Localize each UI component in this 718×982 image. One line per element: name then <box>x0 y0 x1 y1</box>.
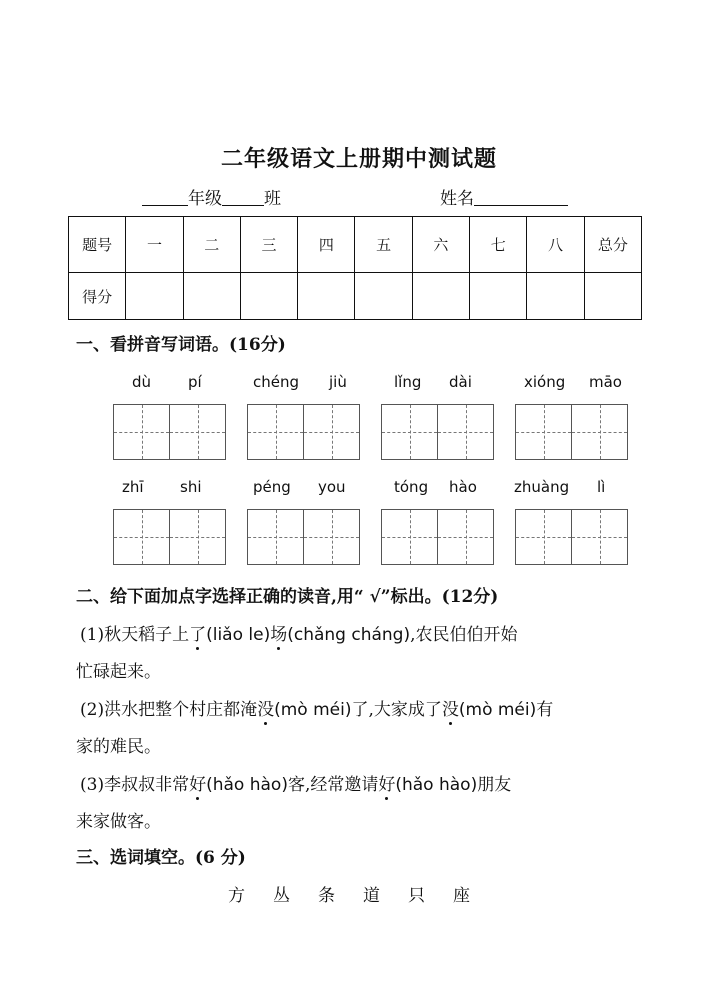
grade-label: 年级 <box>188 189 222 209</box>
pinyin: péng <box>253 478 291 496</box>
pronunciation-options[interactable]: (mò méi) <box>458 700 537 720</box>
score-header-cell: 七 <box>470 217 527 273</box>
pinyin: jiù <box>329 373 347 391</box>
word-option: 只 <box>408 886 425 906</box>
question-2: (2)洪水把整个村庄都淹没(mò méi)了,大家成了没(mò méi)有 <box>80 700 554 720</box>
dotted-char: 好 <box>189 775 207 795</box>
dotted-char: 好 <box>378 775 396 795</box>
grade-class-field <box>142 184 281 209</box>
section1-heading: 一、看拼音写词语。(16分) <box>76 335 286 355</box>
pinyin: you <box>318 478 346 496</box>
question-1: (1)秋天稻子上了(liǎo le)场(chǎng cháng),农民伯伯开始 <box>80 625 518 645</box>
pinyin: dài <box>449 373 472 391</box>
writing-grid[interactable] <box>113 404 226 460</box>
pronunciation-options[interactable]: (liǎo le) <box>206 625 271 645</box>
dotted-char: 场 <box>270 625 288 645</box>
pinyin: dù <box>132 373 152 391</box>
pronunciation-options[interactable]: (chǎng cháng) <box>287 625 411 645</box>
score-table <box>68 216 642 320</box>
score-header-cell: 总分 <box>584 217 641 273</box>
score-header-cell: 题号 <box>69 217 126 273</box>
grade-blank[interactable] <box>142 187 188 206</box>
pinyin: chéng <box>253 373 300 391</box>
class-label: 班 <box>264 189 281 209</box>
question-3: (3)李叔叔非常好(hǎo hào)客,经常邀请好(hǎo hào)朋友 <box>80 775 512 795</box>
score-header-cell: 六 <box>412 217 469 273</box>
score-header-cell: 四 <box>298 217 355 273</box>
name-label: 姓名 <box>440 189 474 209</box>
pinyin: hào <box>449 478 477 496</box>
dotted-char: 没 <box>441 700 459 720</box>
pinyin: lì <box>597 478 606 496</box>
score-header-cell: 五 <box>355 217 412 273</box>
score-cell[interactable] <box>240 273 297 320</box>
pronunciation-options[interactable]: (hǎo hào) <box>206 775 288 795</box>
score-cell[interactable] <box>183 273 240 320</box>
writing-grid[interactable] <box>515 509 628 565</box>
writing-grid[interactable] <box>381 404 494 460</box>
pronunciation-options[interactable]: (hǎo hào) <box>395 775 478 795</box>
pinyin: shi <box>180 478 202 496</box>
writing-grid[interactable] <box>381 509 494 565</box>
score-header-cell: 八 <box>527 217 584 273</box>
word-option: 方 <box>228 886 245 906</box>
page-title: 二年级语文上册期中测试题 <box>220 146 497 172</box>
score-cell[interactable] <box>584 273 641 320</box>
question-3-line2: 来家做客。 <box>76 812 161 832</box>
score-header-cell: 一 <box>126 217 183 273</box>
question-1-line2: 忙碌起来。 <box>76 662 161 682</box>
name-field <box>440 184 568 209</box>
score-cell[interactable] <box>412 273 469 320</box>
score-cell[interactable] <box>355 273 412 320</box>
writing-grid[interactable] <box>247 404 360 460</box>
score-cell[interactable] <box>527 273 584 320</box>
word-option: 条 <box>318 886 335 906</box>
section3-heading: 三、选词填空。(6 分) <box>76 848 246 868</box>
section2-heading: 二、给下面加点字选择正确的读音,用“ √”标出。(12分) <box>76 587 499 607</box>
word-bank <box>228 881 498 906</box>
pinyin: zhī <box>122 478 144 496</box>
pinyin: tóng <box>394 478 429 496</box>
score-table-header-row <box>69 217 642 273</box>
name-blank[interactable] <box>474 187 568 206</box>
word-option: 道 <box>363 886 380 906</box>
pinyin: lǐng <box>394 373 422 391</box>
score-header-cell: 三 <box>240 217 297 273</box>
score-cell[interactable] <box>298 273 355 320</box>
dotted-char: 没 <box>257 700 275 720</box>
score-row-label: 得分 <box>69 273 126 320</box>
writing-grid[interactable] <box>247 509 360 565</box>
class-blank[interactable] <box>222 187 264 206</box>
writing-grid[interactable] <box>515 404 628 460</box>
pronunciation-options[interactable]: (mò méi) <box>274 700 352 720</box>
pinyin: pí <box>188 373 202 391</box>
score-cell[interactable] <box>126 273 183 320</box>
writing-grid[interactable] <box>113 509 226 565</box>
score-header-cell: 二 <box>183 217 240 273</box>
pinyin: xióng <box>524 373 566 391</box>
word-option: 座 <box>453 886 470 906</box>
pinyin: zhuàng <box>514 478 570 496</box>
dotted-char: 了 <box>189 625 207 645</box>
score-cell[interactable] <box>470 273 527 320</box>
word-option: 丛 <box>273 886 290 906</box>
pinyin: māo <box>589 373 622 391</box>
question-2-line2: 家的难民。 <box>76 737 161 757</box>
score-table-score-row <box>69 273 642 320</box>
